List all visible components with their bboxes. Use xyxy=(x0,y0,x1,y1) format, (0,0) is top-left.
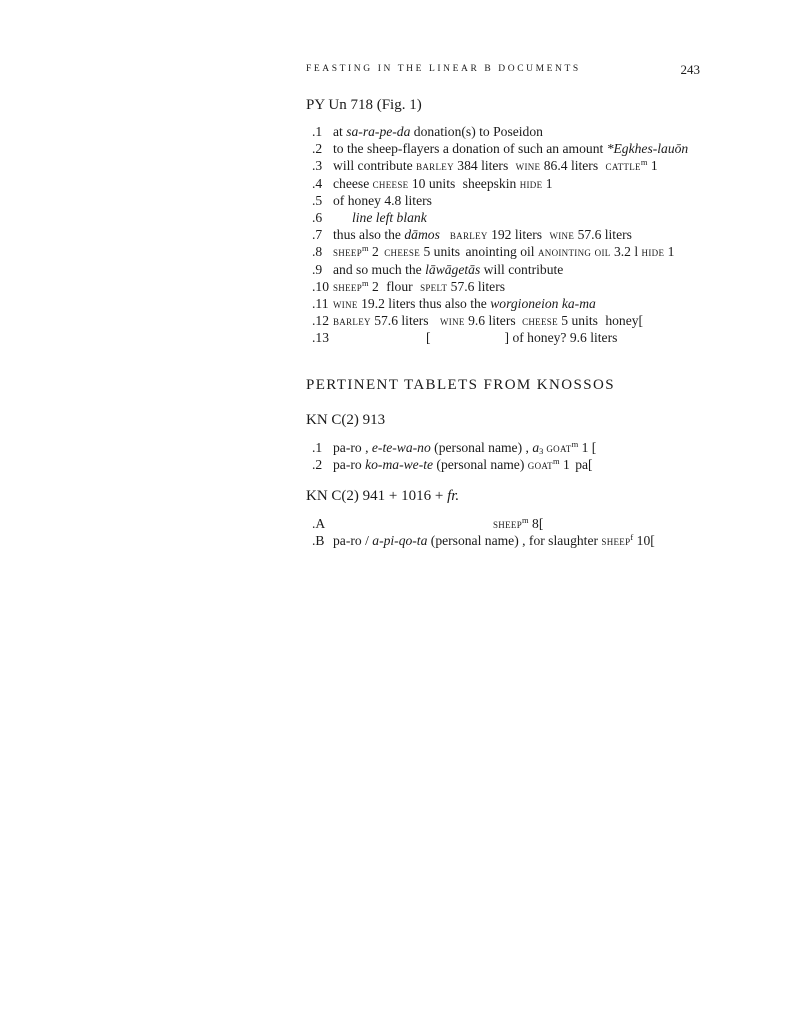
kn-913-transcription xyxy=(312,439,596,473)
logogram: sheep xyxy=(333,279,363,294)
line-number: .12 xyxy=(312,313,329,329)
logogram: barley xyxy=(333,314,371,329)
line-number: .B xyxy=(312,533,325,549)
tablet-title-kn-913: KN C(2) 913 xyxy=(306,412,386,428)
superscript: m xyxy=(362,277,369,288)
line-number: .2 xyxy=(312,141,323,157)
tablet-line: .9 and so much the lāwāgetās will contribute xyxy=(312,261,564,277)
tablet-title-py-un-718: PY Un 718 (Fig. 1) xyxy=(306,97,422,113)
logogram: cattle xyxy=(605,159,641,174)
tablet-line: .1 pa-ro , e-te-wa-no (personal name) , $a_3$ goat$^m$ 1 [ xyxy=(312,439,597,456)
linear-b-word: worgioneion ka-ma xyxy=(490,295,596,311)
logogram: cheese xyxy=(522,314,558,329)
logogram: cheese xyxy=(384,245,421,260)
line-number: .2 xyxy=(312,457,323,473)
logogram: anointing oil xyxy=(537,245,611,260)
logogram: sheep xyxy=(333,245,363,260)
logogram: hide xyxy=(519,176,543,191)
line-number: .4 xyxy=(312,175,323,191)
linear-b-word: e-te-wa-no xyxy=(371,440,431,455)
logogram: barley xyxy=(416,159,454,174)
editorial-note: line left blank xyxy=(352,209,427,225)
superscript: m xyxy=(552,456,560,467)
line-number: .13 xyxy=(312,330,329,346)
superscript: m xyxy=(362,243,369,254)
logogram: goat xyxy=(546,441,572,455)
linear-b-word: ko-ma-we-te xyxy=(365,457,434,473)
line-number: .11 xyxy=(312,295,329,311)
superscript: m xyxy=(522,515,529,525)
tablet-line: .13 [ ] of honey? 9.6 liters xyxy=(312,330,618,346)
line-number: .9 xyxy=(312,261,323,277)
running-header: FEASTING IN THE LINEAR B DOCUMENTS xyxy=(306,64,581,74)
logogram: cheese xyxy=(372,176,409,191)
line-number: .A xyxy=(312,516,326,531)
page-number: 243 xyxy=(680,62,700,77)
line-number: .7 xyxy=(312,227,323,243)
tablet-line xyxy=(312,209,688,226)
logogram: wine xyxy=(333,296,358,311)
logogram: goat xyxy=(527,458,553,473)
line-number: .1 xyxy=(312,124,323,139)
tablet-line: .3 will contribute barley 384 liters wine 86.4 liters cattle$^m$ 1 xyxy=(312,157,658,174)
section-heading: PERTINENT TABLETS FROM KNOSSOS xyxy=(306,377,615,393)
superscript: f xyxy=(630,532,634,543)
tablet-line: .B pa-ro / a-pi-qo-ta (personal name) , for slaughter sheep$^f$ 10[ xyxy=(312,532,655,549)
line-number: .5 xyxy=(312,192,323,208)
tablet-title-kn-941: KN C(2) 941 + 1016 + fr. xyxy=(306,488,460,504)
line-number: .1 xyxy=(312,440,323,455)
line-number: .3 xyxy=(312,158,323,174)
line-number: .10 xyxy=(312,278,329,294)
kn-941-transcription xyxy=(312,515,655,549)
linear-b-word: dāmos xyxy=(404,227,440,243)
logogram: spelt xyxy=(420,279,448,294)
py-un-718-transcription xyxy=(312,123,688,346)
logogram: barley xyxy=(449,228,488,243)
line-number: .6 xyxy=(312,209,323,225)
tablet-line: .1 at sa-ra-pe-da donation(s) to Poseidon xyxy=(312,124,543,139)
tablet-line: .5 of honey 4.8 liters xyxy=(312,192,432,208)
tablet-line: .2 to the sheep-flayers a donation of such an amount *Egkhes-lauōn xyxy=(312,141,689,157)
logogram: wine xyxy=(549,228,575,243)
tablet-line: .7 thus also the dāmos barley 192 liters wine 57.6 liters xyxy=(312,227,632,243)
line-number: .8 xyxy=(312,244,323,260)
superscript: m xyxy=(571,439,579,449)
linear-b-word: a-pi-qo-ta xyxy=(372,533,428,549)
tablet-line: .2 pa-ro ko-ma-we-te (personal name) goat$^m$ 1 pa[ xyxy=(312,456,593,473)
logogram: wine xyxy=(515,159,541,174)
logogram: sheep xyxy=(601,534,631,549)
tablet-line: .12 barley 57.6 liters wine 9.6 liters cheese 5 units honey[ xyxy=(312,313,644,329)
linear-b-word: *Egkhes-lauōn xyxy=(606,141,689,157)
tablet-line: .A sheep$^m$ 8[ xyxy=(312,515,544,531)
tablet-line: .11 wine 19.2 liters thus also the worgioneion ka-ma xyxy=(312,295,596,311)
logogram: sheep xyxy=(493,517,523,531)
linear-b-word: lāwāgetās xyxy=(425,261,481,277)
tablet-line: .10 sheep$^m$ 2 flour spelt 57.6 liters xyxy=(312,277,506,294)
logogram: hide xyxy=(641,245,665,260)
tablet-line: .4 cheese cheese 10 units sheepskin hide 1 xyxy=(312,175,553,191)
tablet-line: .8 sheep$^m$ 2 cheese 5 units anointing oil anointing oil 3.2 l hide 1 xyxy=(312,243,675,260)
subscript: 3 xyxy=(539,446,544,456)
linear-b-word: sa-ra-pe-da xyxy=(346,124,411,139)
superscript: m xyxy=(640,157,648,168)
logogram: wine xyxy=(439,314,465,329)
